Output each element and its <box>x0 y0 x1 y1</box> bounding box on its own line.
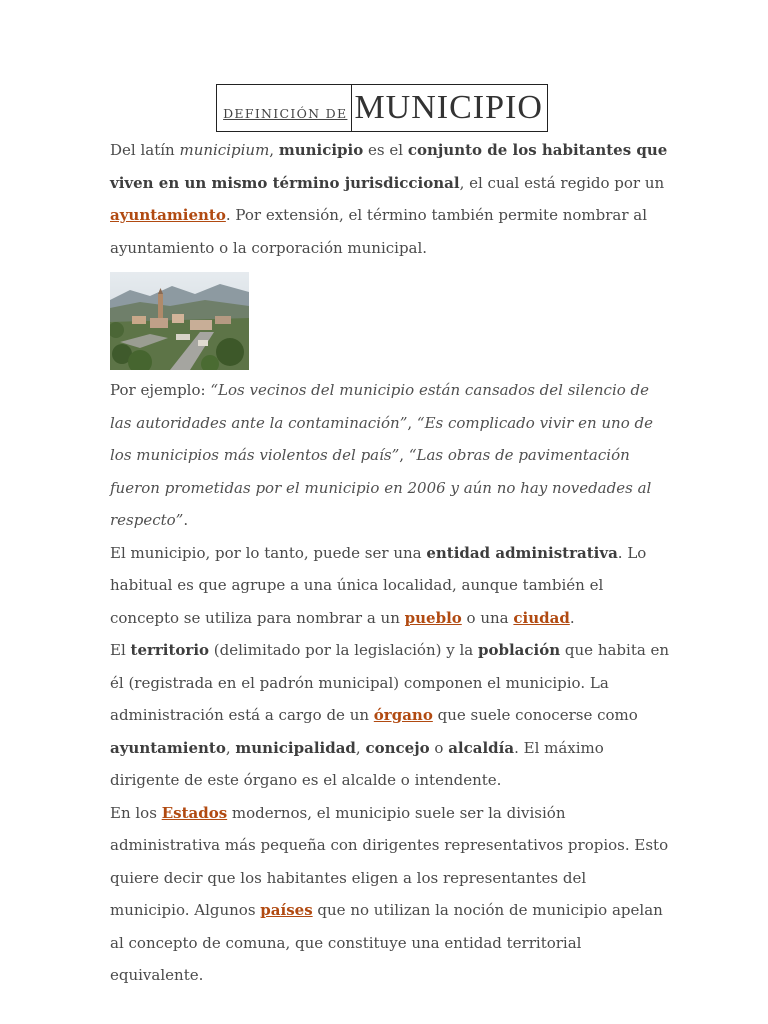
title-prefix: DEFINICIÓN DE <box>223 106 348 121</box>
text: . <box>569 608 575 627</box>
link-pueblo[interactable]: pueblo <box>404 608 462 627</box>
italic-term: municipium <box>179 141 270 159</box>
title-box <box>216 84 548 132</box>
bold-term: concejo <box>365 738 430 757</box>
page-title: MUNICIPIO <box>351 85 546 131</box>
text: En los <box>110 803 162 822</box>
bold-term: entidad administrativa <box>426 543 618 562</box>
text: , <box>269 141 279 159</box>
paragraph-examples <box>110 374 670 537</box>
text: que no utilizan la noción de municipio apelan al concepto de comuna, que constituye una entidad territorial equivalente. <box>110 901 663 984</box>
bold-term: municipalidad <box>235 738 356 757</box>
text: . El máximo dirigente de este órgano es el alcalde o intendente. <box>110 738 604 789</box>
bold-term: territorio <box>130 641 210 659</box>
text: que suele conocerse como <box>432 706 638 724</box>
text: , <box>355 738 366 757</box>
link-ayuntamiento[interactable]: ayuntamiento <box>110 206 226 224</box>
text: es el <box>363 141 408 159</box>
paragraph-entity <box>110 537 670 635</box>
text: modernos, el municipio suele ser la división administrativa más pequeña con dirigentes representativos propios. Esto quiere decir que los habitantes eligen a los representantes del municipio. Algunos <box>110 803 669 919</box>
text: (delimitado por la legislación) y la <box>209 641 478 659</box>
bold-term: municipio <box>278 141 364 159</box>
document-page <box>110 84 670 992</box>
text: o <box>429 738 449 757</box>
link-organo[interactable]: órgano <box>373 706 433 724</box>
text: El municipio, por lo tanto, puede ser una <box>110 543 427 562</box>
title-area <box>110 84 670 134</box>
paragraph-territory <box>110 634 670 797</box>
text: o una <box>461 608 514 627</box>
bold-definition: conjunto de los habitantes que viven en un mismo término jurisdiccional <box>110 141 668 192</box>
bold-term: alcaldía <box>448 738 515 757</box>
text: , <box>399 446 409 464</box>
text: que habita en él (registrada en el padrón municipal) componen el municipio. La administración está a cargo de un <box>110 641 670 724</box>
example-quote-2: “Es complicado vivir en uno de los municipios más violentos del país” <box>110 413 653 464</box>
text: , el cual está regido por un <box>459 173 665 192</box>
text: , <box>225 738 236 757</box>
text: . Lo habitual es que agrupe a una única localidad, aunque también el concepto se utiliza para nombrar a un <box>110 543 647 627</box>
text: El <box>110 641 131 659</box>
example-quote-1: “Los vecinos del municipio están cansados del silencio de las autoridades ante la contaminación” <box>110 381 650 432</box>
text: . <box>183 511 189 529</box>
text: , <box>407 413 417 432</box>
link-paises[interactable]: países <box>260 901 313 919</box>
bold-term: ayuntamiento <box>110 738 226 757</box>
town-photo <box>110 272 249 370</box>
example-quote-3: “Las obras de pavimentación fueron prometidas por el municipio en 2006 y aún no hay novedades al respecto” <box>110 446 652 529</box>
bold-term: población <box>477 641 561 659</box>
paragraph-states <box>110 797 670 992</box>
text: Del latín <box>110 141 180 159</box>
paragraph-intro <box>110 134 670 264</box>
link-ciudad[interactable]: ciudad <box>513 608 570 627</box>
text: . Por extensión, el término también permite nombrar al ayuntamiento o la corporación municipal. <box>110 206 648 257</box>
text: Por ejemplo: <box>110 381 211 399</box>
link-estados[interactable]: Estados <box>161 803 228 822</box>
